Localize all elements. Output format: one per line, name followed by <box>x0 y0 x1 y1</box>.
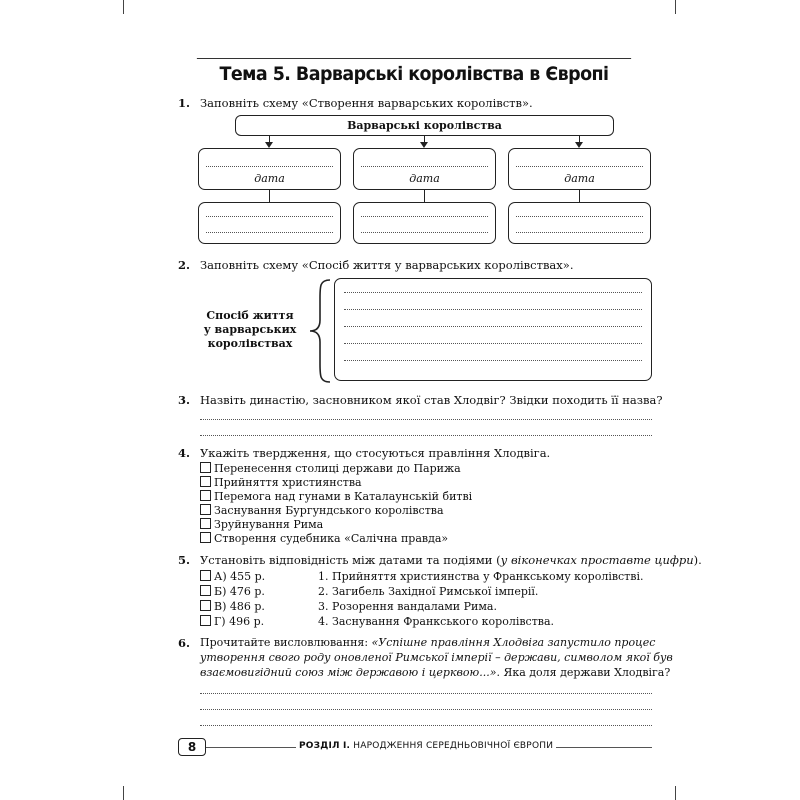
question-6-line-3: взаємовигідний союз між державою і церквою...». Яка доля держави Хлодвіга? <box>200 666 671 679</box>
answer-line[interactable] <box>200 419 652 420</box>
question-4-text: Укажіть твердження, що стосуються правління Хлодвіга. <box>200 446 551 460</box>
page-number: 8 <box>178 738 206 756</box>
question-6-line-1: Прочитайте висловлювання: «Успішне правління Хлодвіга запустило процес <box>200 636 656 649</box>
checkbox[interactable] <box>200 476 211 487</box>
crop-mark <box>123 0 124 14</box>
connector-line <box>424 190 425 202</box>
list-item[interactable]: Зруйнування Рима <box>200 518 323 531</box>
checkbox[interactable] <box>200 600 211 611</box>
list-item[interactable]: Перенесення столиці держави до Парижа <box>200 462 461 475</box>
answer-line[interactable] <box>516 166 643 167</box>
date-label: дата <box>254 172 285 185</box>
date-option[interactable]: А) 455 р. <box>200 570 265 583</box>
list-item[interactable]: Заснування Бургундського королівства <box>200 504 444 517</box>
kingdom-details-box-1[interactable] <box>198 202 341 244</box>
kingdom-details-box-3[interactable] <box>508 202 651 244</box>
checkbox[interactable] <box>200 585 211 596</box>
question-1-text: Заповніть схему «Створення варварських королівств». <box>200 96 533 110</box>
question-6-line-2: утворення свого роду оновленої Римської імперії – держави, символом якої був <box>200 651 673 664</box>
crop-mark <box>123 786 124 800</box>
question-1-number: 1. <box>178 96 191 110</box>
kingdom-details-box-2[interactable] <box>353 202 496 244</box>
answer-line[interactable] <box>344 326 642 327</box>
footer-section: РОЗДІЛ І. НАРОДЖЕННЯ СЕРЕДНЬОВІЧНОЇ ЄВРОПИ <box>296 741 556 751</box>
kingdoms-header-label: Варварські королівства <box>347 119 502 132</box>
question-3-number: 3. <box>178 393 191 407</box>
crop-mark <box>675 0 676 14</box>
event-item: 3. Розорення вандалами Рима. <box>318 600 497 613</box>
answer-line[interactable] <box>206 216 333 217</box>
answer-line[interactable] <box>516 216 643 217</box>
answer-line[interactable] <box>344 360 642 361</box>
page-title: Тема 5. Варварські королівства в Європі <box>197 58 631 89</box>
lifestyle-label-line: у варварських <box>203 323 297 336</box>
question-3-text: Назвіть династію, засновником якої став Хлодвіг? Звідки походить її назва? <box>200 393 663 407</box>
date-label: дата <box>409 172 440 185</box>
lifestyle-label-line: королівствах <box>207 337 293 350</box>
question-2-number: 2. <box>178 258 191 272</box>
lifestyle-label-line: Спосіб життя <box>206 309 294 322</box>
answer-line[interactable] <box>200 435 652 436</box>
answer-line[interactable] <box>361 166 488 167</box>
lifestyle-label <box>196 309 304 351</box>
checkbox[interactable] <box>200 570 211 581</box>
checkbox[interactable] <box>200 462 211 473</box>
question-5-number: 5. <box>178 553 191 567</box>
question-5-text: Установіть відповідність між датами та подіями (у віконечках проставте цифри). <box>200 553 702 567</box>
checkbox[interactable] <box>200 615 211 626</box>
answer-line[interactable] <box>361 216 488 217</box>
event-item: 1. Прийняття християнства у Франкському королівстві. <box>318 570 644 583</box>
answer-line[interactable] <box>361 232 488 233</box>
answer-line[interactable] <box>200 693 652 694</box>
checkbox[interactable] <box>200 532 211 543</box>
checkbox[interactable] <box>200 490 211 501</box>
list-item[interactable]: Створення судебника «Салічна правда» <box>200 532 448 545</box>
crop-mark <box>675 786 676 800</box>
list-item[interactable]: Прийняття християнства <box>200 476 362 489</box>
answer-line[interactable] <box>344 309 642 310</box>
answer-line[interactable] <box>200 709 652 710</box>
question-4-number: 4. <box>178 446 191 460</box>
answer-line[interactable] <box>344 292 642 293</box>
list-item[interactable]: Перемога над гунами в Каталаунській битві <box>200 490 472 503</box>
checkbox[interactable] <box>200 504 211 515</box>
answer-line[interactable] <box>206 166 333 167</box>
connector-line <box>269 190 270 202</box>
date-option[interactable]: В) 486 р. <box>200 600 265 613</box>
question-2-text: Заповніть схему «Спосіб життя у варварських королівствах». <box>200 258 574 272</box>
curly-brace-icon <box>308 278 334 384</box>
event-item: 4. Заснування Франкського королівства. <box>318 615 555 628</box>
answer-line[interactable] <box>206 232 333 233</box>
kingdoms-header-box <box>235 115 614 136</box>
date-option[interactable]: Г) 496 р. <box>200 615 264 628</box>
lifestyle-answer-box[interactable] <box>334 278 652 381</box>
question-6-number: 6. <box>178 636 191 650</box>
connector-line <box>579 190 580 202</box>
answer-line[interactable] <box>200 725 652 726</box>
event-item: 2. Загибель Західної Римської імперії. <box>318 585 539 598</box>
date-label: дата <box>564 172 595 185</box>
checkbox[interactable] <box>200 518 211 529</box>
date-option[interactable]: Б) 476 р. <box>200 585 265 598</box>
answer-line[interactable] <box>516 232 643 233</box>
answer-line[interactable] <box>344 343 642 344</box>
